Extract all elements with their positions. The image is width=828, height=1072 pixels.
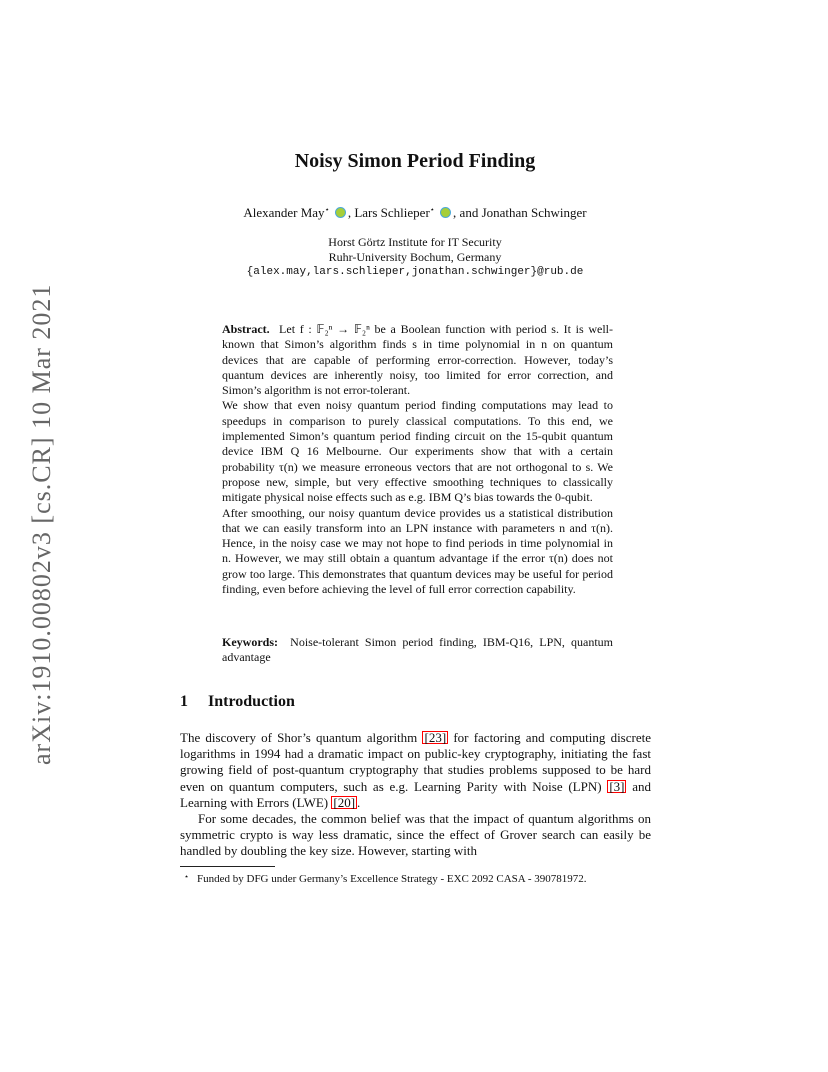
institute: Horst Görtz Institute for IT Security: [328, 235, 502, 249]
body-paragraph: For some decades, the common belief was that the impact of quantum algorithms on symmetric crypto is way less dramatic, since the effect of Grover search can easily be handled by doubling the key size. However, starting with: [180, 811, 651, 859]
keywords-text: Noise-tolerant Simon period finding, IBM-Q16, LPN, quantum advantage: [222, 635, 613, 665]
keywords-label: Keywords:: [222, 635, 278, 649]
author-name: Lars Schlieper: [354, 205, 430, 220]
footnote-text: Funded by DFG under Germany’s Excellence Strategy - EXC 2092 CASA - 390781972.: [197, 873, 587, 885]
abstract-paragraph: [222, 322, 613, 398]
footnote-star: ⋆: [324, 205, 330, 214]
citation-link[interactable]: [20]: [333, 794, 356, 810]
email-address: {alex.may,lars.schlieper,jonathan.schwinger}@rub.de: [246, 266, 584, 278]
orcid-icon[interactable]: [440, 207, 451, 218]
section-number: 1: [180, 693, 188, 710]
body-paragraph: [180, 730, 651, 811]
body-text: and Learning with Errors (LWE): [180, 778, 651, 810]
citation-link[interactable]: [23]: [424, 730, 447, 745]
footnote-mark: ⋆: [184, 872, 190, 881]
keywords: [222, 635, 613, 666]
body-text: for factoring and computing discrete logarithms in 1994 had a dramatic impact on public-key cryptography, initiating the fast growing field of post-quantum cryptography that studies problems supposed to be hard even on quantum computers, such as e.g. Learning Parity with Noise (LPN): [180, 730, 651, 794]
abstract-paragraph: After smoothing, our noisy quantum device provides us a statistical distribution that we can easily transform into an LPN instance with parameters n and τ(n). Hence, in the noisy case we may not hope to find periods in time polynomial in n. However, we may still obtain a quantum advantage if the error τ(n) does not grow too large. This demonstrates that quantum devices may be useful for period finding, even before achieving the level of full error correction capability.: [222, 505, 613, 597]
author-name: Alexander May: [243, 205, 325, 220]
body-text: The discovery of Shor’s quantum algorithm: [180, 730, 423, 745]
abstract: [222, 322, 613, 597]
section-title: Introduction: [208, 693, 295, 710]
introduction-body: [180, 730, 651, 860]
orcid-icon[interactable]: [335, 207, 346, 218]
abstract-label: Abstract.: [222, 322, 270, 336]
affiliation: [180, 235, 650, 280]
footnote-rule: [180, 866, 275, 867]
citation-link[interactable]: [3]: [609, 778, 625, 794]
footnote: [180, 872, 651, 886]
abstract-paragraph: We show that even noisy quantum period finding computations may lead to speedups in comparison to purely classical computations. To this end, we implemented Simon’s quantum period finding circuit on the 15-qubit quantum device IBM Q 16 Melbourne. Our experiments show that with a certain probability τ(n) we measure erroneous vectors that are not orthogonal to s. We propose new, simple, but very effective smoothing techniques to classically mitigate physical noise effects such as e.g. IBM Q’s bias towards the 0-qubit.: [222, 398, 613, 505]
paper-title: Noisy Simon Period Finding: [294, 150, 536, 172]
footnote-star: ⋆: [429, 205, 435, 214]
author-name: , and Jonathan Schwinger: [453, 205, 587, 220]
section-heading: [180, 693, 295, 711]
arxiv-identifier: arXiv:1910.00802v3 [cs.CR] 10 Mar 2021: [27, 283, 56, 765]
body-text: .: [357, 794, 361, 810]
author-list: Alexander May⋆ , Lars Schlieper⋆ , and Jonathan Schwinger: [243, 205, 587, 220]
university: Ruhr-University Bochum, Germany: [328, 250, 502, 264]
abstract-text: Let f : 𝔽₂ⁿ → 𝔽₂ⁿ be a Boolean function with period s. It is well-known that Simon’s algorithm finds s in time polynomial in n on quantum devices that are capable of performing error-correction. However, today’s quantum devices are inherently noisy, too limited for error correction, and Simon’s algorithm is not error-tolerant.: [222, 322, 613, 398]
